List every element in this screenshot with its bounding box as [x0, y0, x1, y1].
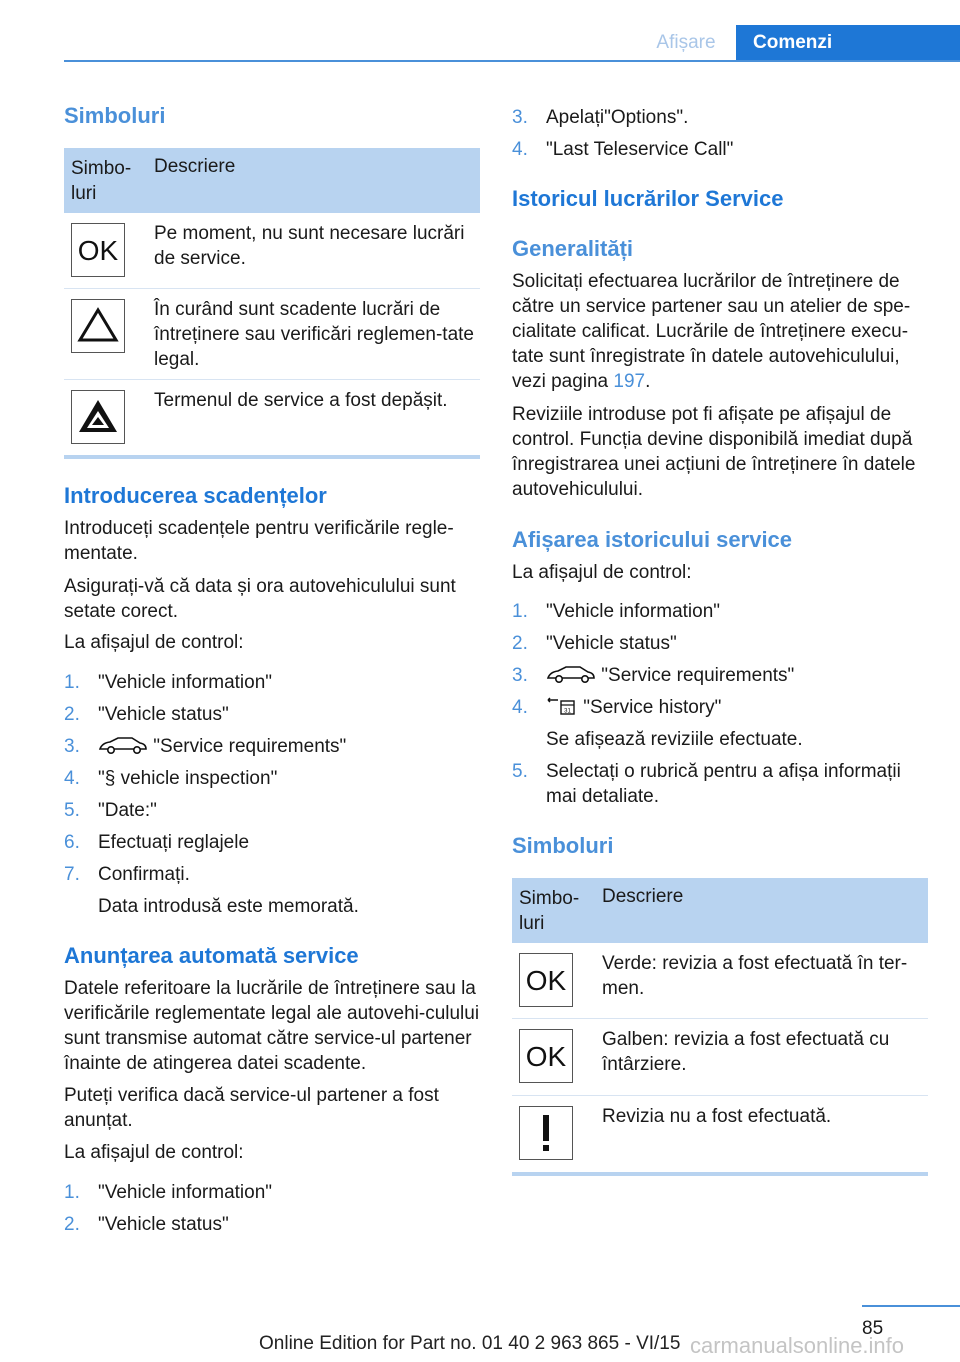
step-number: 7.: [64, 864, 80, 885]
step-number: 3.: [512, 665, 528, 686]
list-item: [512, 137, 928, 169]
step-number: 2.: [64, 704, 80, 725]
step-text: "Date:": [98, 800, 157, 821]
step-number: 5.: [512, 761, 528, 782]
auto-heading: Anunțarea automată service: [64, 943, 359, 968]
footer-rule: [862, 1305, 960, 1307]
table-end-rule: [64, 455, 480, 459]
page-number: 85: [862, 1318, 884, 1339]
list-item: [512, 631, 928, 663]
ok-green-icon: [519, 953, 573, 1007]
display-heading: Afișarea istoricului service: [512, 527, 793, 552]
list-item: [64, 1180, 480, 1212]
col-symbols-label-2: luri: [71, 183, 97, 204]
table-row: [64, 289, 480, 380]
list-item: [64, 862, 480, 926]
col-symbols-label: Simbo-: [71, 158, 132, 179]
step-text: "Vehicle status": [98, 1214, 229, 1235]
col-symbols-label-2: luri: [519, 913, 545, 934]
step-text: "Service requirements": [148, 736, 347, 757]
row-description: Pe moment, nu sunt necesare lucrări de service.: [154, 223, 465, 269]
page-link[interactable]: 197: [613, 371, 646, 392]
step-text: "Service history": [578, 697, 722, 718]
intro-heading: Introducerea scadențelor: [64, 483, 327, 508]
car-service-icon: [98, 735, 148, 755]
col-description-label: Descriere: [154, 156, 236, 177]
list-item: [64, 1212, 480, 1244]
step-text: "Service requirements": [596, 665, 795, 686]
step-number: 4.: [64, 768, 80, 789]
step-number: 1.: [64, 1182, 80, 1203]
step-number: 4.: [512, 139, 528, 160]
step-text: Apelați"Options".: [546, 107, 689, 128]
history-symbols-table: [512, 878, 928, 1176]
general-paragraph-1: [512, 269, 928, 394]
svg-text:OK: OK: [77, 235, 119, 266]
step-number: 2.: [512, 633, 528, 654]
chapter-tabs: [0, 25, 960, 61]
step-number: 3.: [64, 736, 80, 757]
table-header: [512, 878, 928, 943]
svg-text:OK: OK: [525, 1041, 567, 1072]
row-description: Termenul de service a fost depășit.: [154, 390, 448, 411]
step-text: Selectați o rubrică pentru a afișa informații mai detaliate.: [546, 761, 901, 807]
display-steps-list: [512, 599, 928, 816]
intro-paragraph-2: Asigurați-vă că data și ora autovehiculului sunt setate corect.: [64, 576, 456, 622]
step-number: 1.: [512, 601, 528, 622]
table-end-rule: [512, 1172, 928, 1176]
row-description: Revizia nu a fost efectuată.: [602, 1106, 832, 1127]
list-item: [64, 670, 480, 702]
wrench-calendar-icon: [546, 696, 578, 716]
symbols-heading: Simboluri: [64, 103, 166, 128]
step-text: "§ vehicle inspection": [98, 768, 278, 789]
step-number: 6.: [64, 832, 80, 853]
auto-paragraph-1: Datele referitoare la lucrările de întreținere sau la verificările reglementate legal ale autovehi-culului sunt transmise automat către service-ul partener înainte de atingerea datei scadente.: [64, 978, 480, 1074]
edition-text: Online Edition for Part no. 01 40 2 963 865 - VI/15: [259, 1333, 681, 1354]
step-text: Confirmați.: [98, 864, 190, 885]
tab-display[interactable]: Afișare: [656, 32, 716, 53]
list-item: [512, 663, 928, 695]
step-number: 4.: [512, 697, 528, 718]
step-result: Se afișează reviziile efectuate.: [546, 729, 803, 750]
watermark: carmanualsonline.info: [690, 1333, 905, 1358]
intro-paragraph-3: La afișajul de control:: [64, 632, 244, 653]
general-heading: Generalități: [512, 236, 634, 261]
intro-paragraph-1: Introduceți scadențele pentru verificările regle-mentate.: [64, 518, 454, 564]
list-item: [512, 105, 928, 137]
general-text: Solicitați efectuarea lucrărilor de întreținere de către un service partener sau un atelier de spe-cialitate calificat. Lucrările de întreținere execu-tate sunt înregistrate în datele autovehiculului, vezi pagina: [512, 271, 911, 392]
warning-triangle-filled-icon: [71, 390, 125, 444]
row-description: În curând sunt scadente lucrări de întreținere sau verificări reglemen-tate legal.: [154, 299, 474, 370]
table-row: [512, 1019, 928, 1096]
step-text: "Vehicle information": [98, 672, 273, 693]
list-item: [512, 599, 928, 631]
display-paragraph: La afișajul de control:: [512, 562, 692, 583]
symbols-heading-2: Simboluri: [512, 833, 614, 858]
intro-steps-list: [64, 670, 480, 926]
list-item: [64, 766, 480, 798]
col-description-label: Descriere: [602, 886, 684, 907]
auto-paragraph-3: La afișajul de control:: [64, 1142, 244, 1163]
history-heading: Istoricul lucrărilor Service: [512, 186, 784, 211]
row-description: Verde: revizia a fost efectuată în ter-men.: [602, 953, 908, 999]
car-service-icon: [546, 664, 596, 684]
list-item: [512, 759, 928, 816]
list-item: [64, 734, 480, 766]
list-item: [64, 798, 480, 830]
col-symbols-label: Simbo-: [519, 888, 580, 909]
ok-icon: [71, 223, 125, 277]
table-row: [512, 1096, 928, 1172]
auto-steps-list: [64, 1180, 480, 1244]
symbols-table: [64, 148, 480, 459]
list-item: [64, 702, 480, 734]
continued-steps-list: [512, 105, 928, 169]
warning-triangle-icon: [71, 299, 125, 353]
general-text-end: .: [645, 371, 651, 392]
header-rule: [64, 60, 960, 62]
step-number: 3.: [512, 107, 528, 128]
list-item: [64, 830, 480, 862]
row-description: Galben: revizia a fost efectuată cu întârziere.: [602, 1029, 890, 1075]
ok-yellow-icon: [519, 1029, 573, 1083]
tab-commands[interactable]: Comenzi: [736, 25, 960, 61]
step-result: Data introdusă este memorată.: [98, 896, 359, 917]
step-number: 5.: [64, 800, 80, 821]
table-row: [512, 943, 928, 1019]
table-header: [64, 148, 480, 213]
step-text: "Vehicle information": [98, 1182, 273, 1203]
step-text: "Vehicle status": [98, 704, 229, 725]
table-row: [64, 213, 480, 289]
general-paragraph-2: Reviziile introduse pot fi afișate pe afișajul de control. Funcția devine disponibilă imediat după înregistrarea unei acțiuni de întreținere în datele autovehiculului.: [512, 404, 916, 500]
list-item: [512, 695, 928, 759]
step-number: 2.: [64, 1214, 80, 1235]
table-row: [64, 380, 480, 455]
step-number: 1.: [64, 672, 80, 693]
svg-text:OK: OK: [525, 965, 567, 996]
exclamation-icon: [519, 1106, 573, 1160]
svg-text:31: 31: [564, 708, 571, 715]
step-text: "Vehicle status": [546, 633, 677, 654]
step-text: Efectuați reglajele: [98, 832, 250, 853]
step-text: "Last Teleservice Call": [546, 139, 734, 160]
auto-paragraph-2: Puteți verifica dacă service-ul partener a fost anunțat.: [64, 1085, 439, 1131]
step-text: "Vehicle information": [546, 601, 721, 622]
